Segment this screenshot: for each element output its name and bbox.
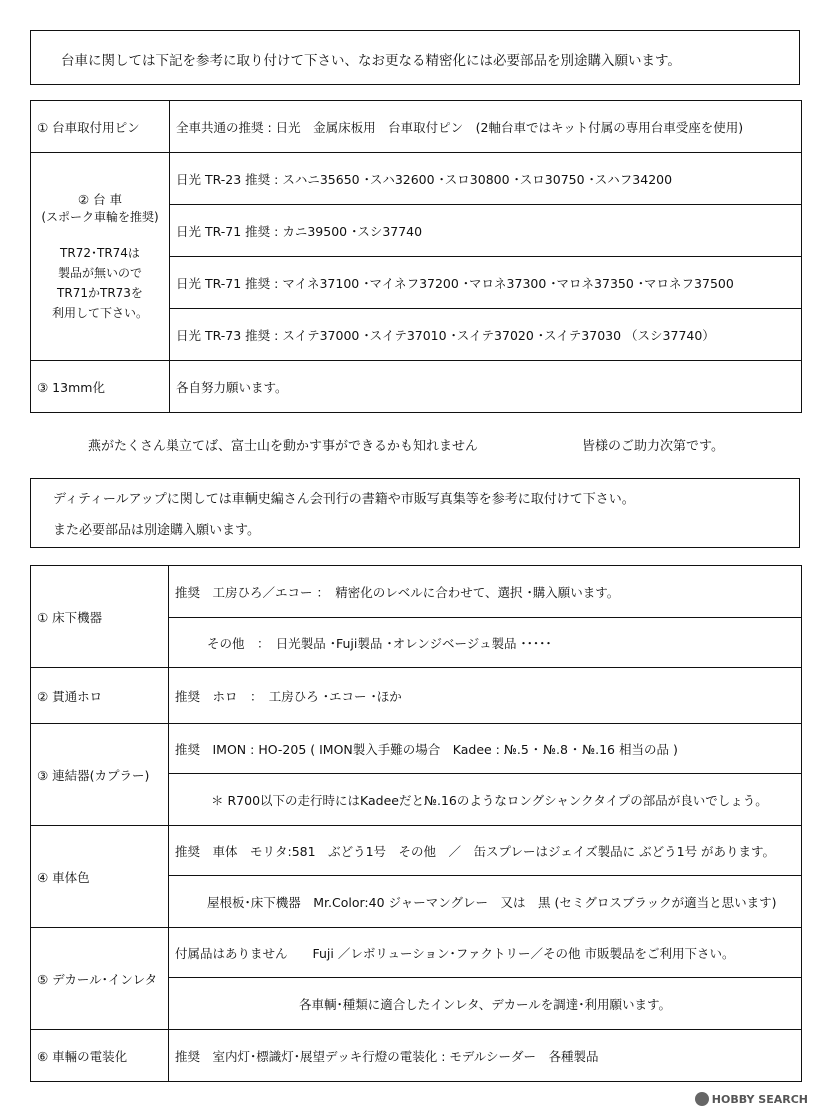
pin-label: ① 台車取付用ピン bbox=[31, 101, 170, 153]
top-notice-text: 台車に関しては下記を参考に取り付けて下さい、なお更なる精密化には必要部品を別途購入願います。 bbox=[61, 53, 681, 69]
coupler-row1: 推奨 IMON : HO-205 ( IMON製入手難の場合 Kadee : №.5 ･ №.8 ･ №.16 相当の品 ) bbox=[169, 724, 802, 774]
underfloor-row2: その他 ： 日光製品 ･Fuji製品 ･オレンジベージュ製品 ･････ bbox=[169, 618, 802, 668]
bogie-note bbox=[31, 243, 169, 323]
bogie-note-line: TR71かTR73を bbox=[57, 286, 143, 300]
pin-value: 全車共通の推奨 : 日光 金属床板用 台車取付ピン (2軸台車ではキット付属の専用台車受座を使用) bbox=[170, 101, 802, 153]
horo-label: ② 貫通ホロ bbox=[31, 668, 169, 724]
detail-notice-line1: ディティールアップに関しては車輌史編さん会刊行の書籍や市販写真集等を参考に取付けて下さい。 bbox=[53, 492, 635, 507]
bogie-note-line: 利用して下さい。 bbox=[51, 306, 148, 320]
bogie-note-line: TR72･TR74は bbox=[60, 246, 140, 260]
horo-row1: 推奨 ホロ ： 工房ひろ ･エコー ･ほか bbox=[169, 668, 802, 724]
color-row2: 屋根板･床下機器 Mr.Color:40 ジャーマングレー 又は 黒 (セミグロスブラックが適当と思います) bbox=[169, 876, 802, 928]
detail-notice-line2: また必要部品は別途購入願います。 bbox=[53, 523, 260, 538]
proverb-right: 皆様のご助力次第です。 bbox=[582, 439, 724, 454]
bogie-label-cell bbox=[31, 153, 170, 361]
bogie-row: 日光 TR-23 推奨 : スハニ35650 ･スハ32600 ･スロ30800 ･スロ30750 ･スハフ34200 bbox=[170, 153, 802, 205]
underfloor-label: ① 床下機器 bbox=[31, 566, 169, 668]
decal-row2: 各車輌･種類に適合したインレタ、デカールを調達･利用願います。 bbox=[169, 978, 802, 1030]
bogie-row: 日光 TR-73 推奨 : スイテ37000 ･スイテ37010 ･スイテ37020 ･スイテ37030 （スシ37740） bbox=[170, 309, 802, 361]
color-row1: 推奨 車体 モリタ:581 ぶどう1号 その他 ／ 缶スプレーはジェイズ製品に ぶどう1号 があります。 bbox=[169, 826, 802, 876]
color-label: ④ 車体色 bbox=[31, 826, 169, 928]
proverb-left: 燕がたくさん巣立てば、富士山を動かす事ができるかも知れません bbox=[88, 439, 479, 454]
watermark-text: HOBBY SEARCH bbox=[711, 1093, 808, 1106]
underfloor-row1: 推奨 工房ひろ／エコー ： 精密化のレベルに合わせて、選択 ･購入願います。 bbox=[169, 566, 802, 618]
watermark bbox=[695, 1092, 808, 1106]
gauge-value: 各自努力願います。 bbox=[170, 361, 802, 413]
electric-row1: 推奨 室内灯･標識灯･展望デッキ行燈の電装化 : モデルシーダー 各種製品 bbox=[169, 1030, 802, 1082]
gauge-label: ③ 13mm化 bbox=[31, 361, 170, 413]
detail-table bbox=[30, 565, 802, 1082]
bogie-sublabel: (スポーク車輪を推奨) bbox=[41, 210, 159, 224]
coupler-row2: ＊ R700以下の走行時にはKadeeだと№.16のようなロングシャンクタイプの部品が良いでしょう。 bbox=[169, 774, 802, 826]
coupler-label: ③ 連結器(カプラー) bbox=[31, 724, 169, 826]
top-notice-box bbox=[30, 30, 800, 85]
bogie-note-line: 製品が無いので bbox=[57, 266, 142, 280]
bogie-row: 日光 TR-71 推奨 : カニ39500 ･スシ37740 bbox=[170, 205, 802, 257]
decal-label: ⑤ デカール･インレタ bbox=[31, 928, 169, 1030]
bogie-label-stack bbox=[31, 190, 169, 323]
decal-row1: 付属品はありません Fuji ／レボリューション･ファクトリー／その他 市販製品をご利用下さい。 bbox=[169, 928, 802, 978]
hobby-search-logo-icon bbox=[695, 1092, 709, 1106]
bogie-row: 日光 TR-71 推奨 : マイネ37100 ･マイネフ37200 ･マロネ37300 ･マロネ37350 ･マロネフ37500 bbox=[170, 257, 802, 309]
detail-notice-box bbox=[30, 478, 800, 548]
bogie-table bbox=[30, 100, 802, 413]
electric-label: ⑥ 車輛の電装化 bbox=[31, 1030, 169, 1082]
bogie-label: ② 台 車 bbox=[77, 192, 123, 207]
